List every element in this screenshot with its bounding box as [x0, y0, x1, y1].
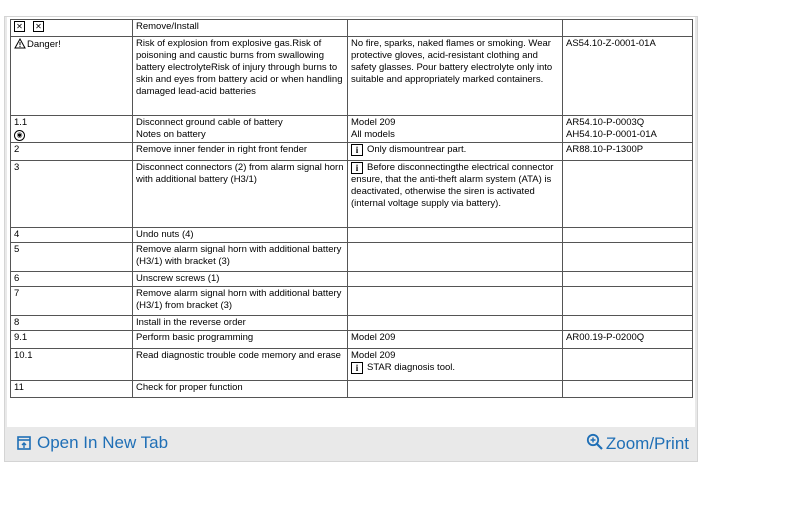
note-text: STAR diagnosis tool. — [367, 362, 456, 373]
table-cell: Remove/Install — [133, 20, 348, 37]
table-cell: AS54.10-Z-0001-01A — [563, 37, 693, 116]
step-text: Notes on battery — [136, 129, 206, 140]
info-icon: i — [351, 362, 363, 374]
table-cell: Unscrew screws (1) — [133, 272, 348, 287]
table-cell — [11, 116, 133, 143]
document-reference: AH54.10-P-0001-01A — [566, 129, 657, 140]
table-row — [11, 228, 693, 243]
zoom-print-link[interactable] — [586, 433, 689, 454]
table-cell: 5 — [11, 243, 133, 272]
table-row — [11, 161, 693, 228]
table-cell: Undo nuts (4) — [133, 228, 348, 243]
table-row — [11, 349, 693, 381]
table-cell: 6 — [11, 272, 133, 287]
table-cell — [348, 143, 563, 161]
danger-label: Danger! — [27, 39, 61, 50]
table-cell: Risk of explosion from explosive gas.Risk of poisoning and caustic burns from swallowing battery electrolyteRisk of injury through burns to skin and eyes from battery acid or when handling damaged lead-acid batteries — [133, 37, 348, 116]
table-row — [11, 381, 693, 398]
table-cell — [348, 287, 563, 316]
table-row — [11, 272, 693, 287]
table-cell — [348, 116, 563, 143]
step-number: 1.1 — [14, 117, 28, 128]
step-text: Disconnect ground cable of battery — [136, 117, 283, 128]
zoom-icon — [586, 433, 604, 451]
table-cell: 8 — [11, 316, 133, 331]
table-cell — [563, 228, 693, 243]
note-icon: ◉ — [14, 130, 25, 141]
table-cell: Remove inner fender in right front fender — [133, 143, 348, 161]
table-cell — [348, 243, 563, 272]
table-cell — [348, 349, 563, 381]
table-cell: Read diagnostic trouble code memory and erase — [133, 349, 348, 381]
document-page — [7, 17, 695, 427]
table-cell — [563, 381, 693, 398]
table-cell: 11 — [11, 381, 133, 398]
table-cell: Check for proper function — [133, 381, 348, 398]
model-text: Model 209 — [351, 350, 396, 361]
viewer-footer — [5, 427, 697, 461]
table-cell: 9.1 — [11, 331, 133, 349]
table-cell — [11, 20, 133, 37]
table-row — [11, 116, 693, 143]
model-text: All models — [351, 129, 395, 140]
table-cell — [348, 161, 563, 228]
info-icon: i — [351, 162, 363, 174]
table-cell: Remove alarm signal horn with additional battery (H3/1) from bracket (3) — [133, 287, 348, 316]
table-cell — [348, 20, 563, 37]
table-cell — [133, 116, 348, 143]
table-cell — [563, 116, 693, 143]
table-cell: 3 — [11, 161, 133, 228]
document-reference: AR54.10-P-0003Q — [566, 117, 645, 128]
table-row — [11, 20, 693, 37]
table-cell — [563, 272, 693, 287]
procedure-table — [10, 19, 693, 398]
table-cell — [11, 37, 133, 116]
table-cell — [348, 272, 563, 287]
remove-install-icon: ✕ — [33, 21, 44, 32]
document-viewer — [4, 16, 698, 462]
table-row — [11, 37, 693, 116]
table-cell — [563, 287, 693, 316]
open-in-new-tab-link[interactable] — [17, 433, 168, 453]
table-cell: AR00.19-P-0200Q — [563, 331, 693, 349]
open-new-tab-icon — [17, 436, 31, 450]
table-cell: Install in the reverse order — [133, 316, 348, 331]
info-icon: i — [351, 144, 363, 156]
table-row — [11, 287, 693, 316]
warning-triangle-icon — [14, 38, 26, 49]
table-cell — [563, 20, 693, 37]
table-cell: Model 209 — [348, 331, 563, 349]
table-cell: Disconnect connectors (2) from alarm signal horn with additional battery (H3/1) — [133, 161, 348, 228]
table-cell — [563, 349, 693, 381]
table-cell — [563, 243, 693, 272]
open-in-new-tab-label: Open In New Tab — [37, 433, 169, 452]
table-cell: Perform basic programming — [133, 331, 348, 349]
table-cell — [348, 316, 563, 331]
note-text: Before disconnectingthe electrical connector ensure, that the anti-theft alarm system (ATA) is deactivated, otherwise the siren is activated (internal voltage supply via battery). — [351, 162, 554, 209]
table-cell: 10.1 — [11, 349, 133, 381]
table-cell: 7 — [11, 287, 133, 316]
table-cell — [563, 161, 693, 228]
table-cell — [348, 381, 563, 398]
model-text: Model 209 — [351, 117, 396, 128]
table-row — [11, 316, 693, 331]
table-cell: 2 — [11, 143, 133, 161]
table-row — [11, 331, 693, 349]
remove-install-icon: ✕ — [14, 21, 25, 32]
table-cell — [348, 228, 563, 243]
table-cell — [563, 316, 693, 331]
table-row — [11, 243, 693, 272]
table-cell: AR88.10-P-1300P — [563, 143, 693, 161]
zoom-print-label: Zoom/Print — [605, 434, 689, 453]
table-cell: 4 — [11, 228, 133, 243]
table-cell: No fire, sparks, naked flames or smoking. Wear protective gloves, acid-resistant clothing and safety glasses. Pour battery electrolyte only into suitable and appropriately marked containers. — [348, 37, 563, 116]
note-text: Only dismountrear part. — [367, 144, 467, 155]
table-cell: Remove alarm signal horn with additional battery (H3/1) with bracket (3) — [133, 243, 348, 272]
table-row — [11, 143, 693, 161]
